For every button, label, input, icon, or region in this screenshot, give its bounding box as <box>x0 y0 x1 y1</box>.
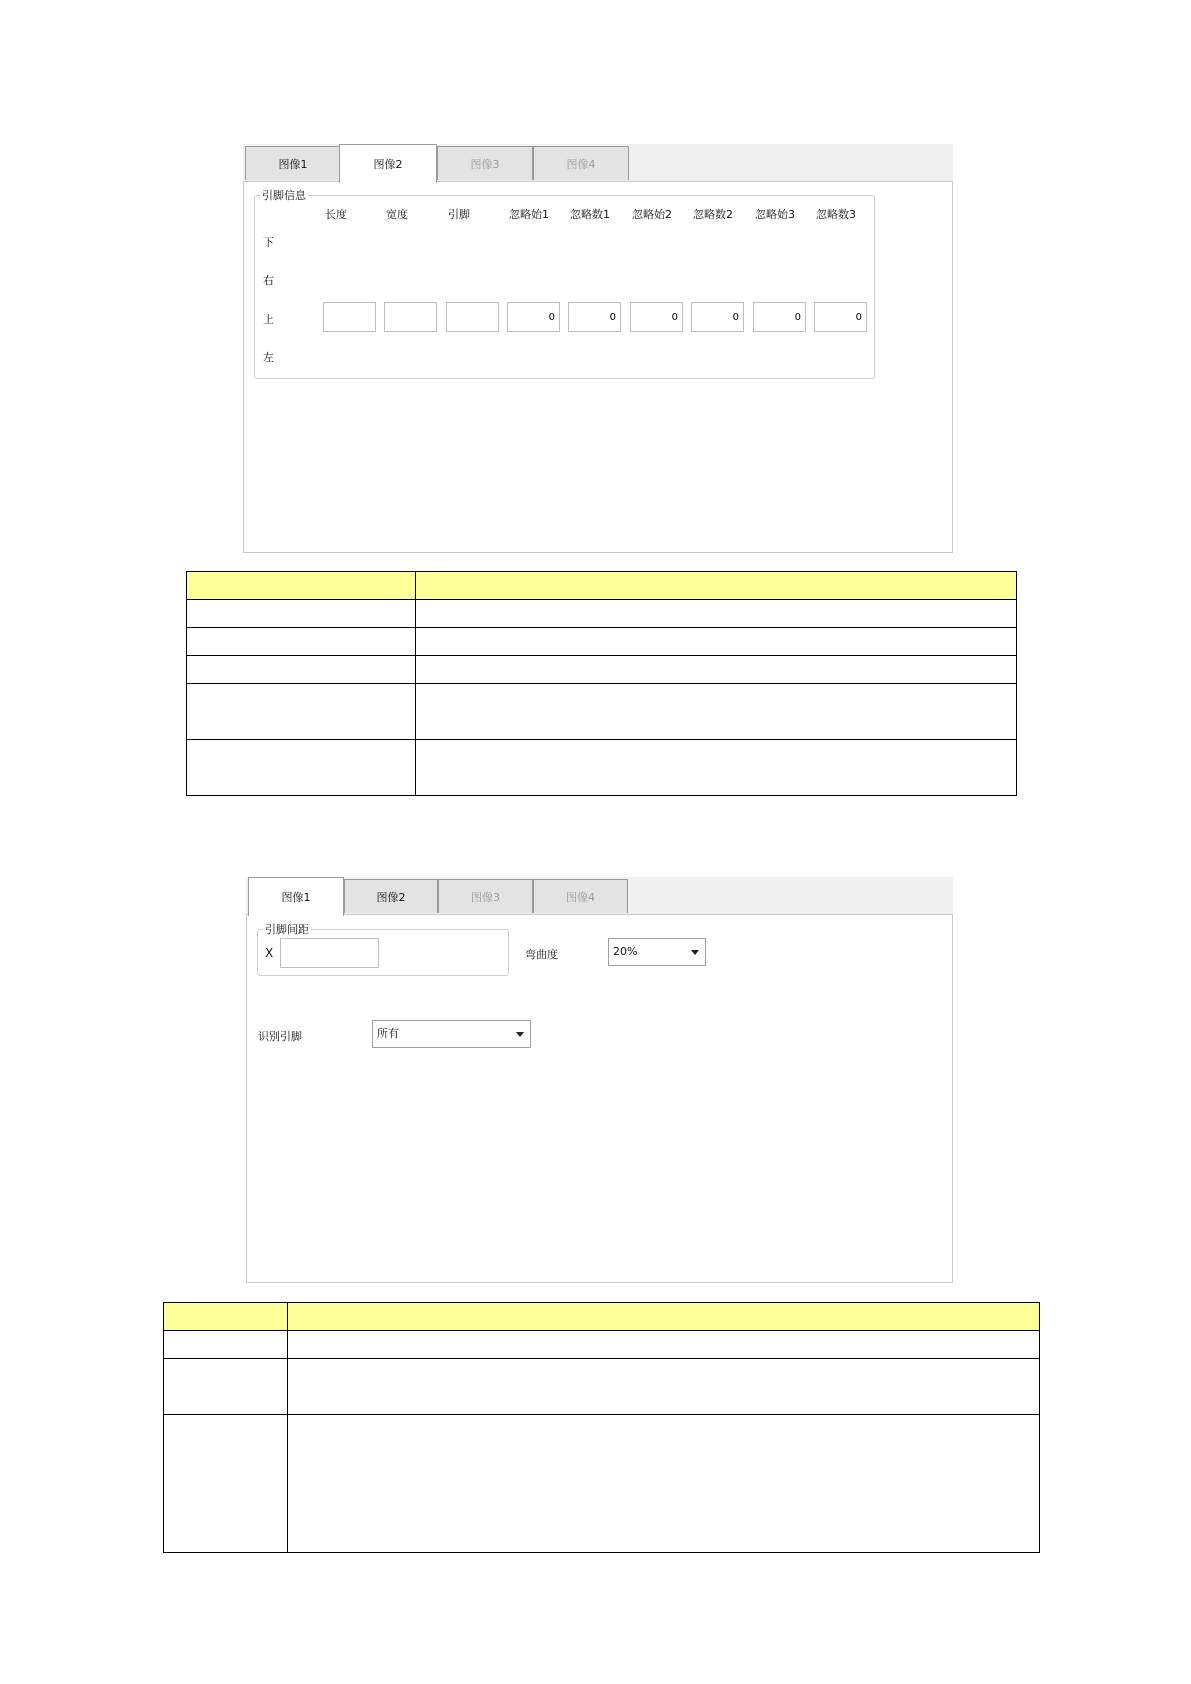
row-label-top: 上 <box>263 313 274 326</box>
table-cell <box>187 684 416 740</box>
column-header-pin: 引脚 <box>448 208 470 221</box>
table-row <box>187 740 1017 796</box>
table-header-row <box>187 572 1017 600</box>
description-table-1 <box>186 571 1017 796</box>
top-ignore-start-1-input[interactable] <box>507 302 560 332</box>
tab-image-1[interactable]: 图像1 <box>248 877 344 916</box>
table-cell <box>288 1415 1040 1553</box>
table-cell <box>164 1359 288 1415</box>
top-ignore-count-1-input[interactable] <box>568 302 621 332</box>
curvature-value: 20% <box>613 945 638 958</box>
description-table-2 <box>163 1302 1040 1553</box>
tab-bar <box>246 877 953 915</box>
tab-content <box>246 914 953 1283</box>
header-cell <box>288 1303 1040 1331</box>
curvature-select[interactable] <box>608 938 706 966</box>
top-ignore-start-2-input[interactable] <box>630 302 683 332</box>
curvature-label: 弯曲度 <box>525 948 558 961</box>
table-row <box>164 1415 1040 1553</box>
table-cell <box>288 1331 1040 1359</box>
tab-content <box>243 181 953 553</box>
top-ignore-count-2-input[interactable] <box>691 302 744 332</box>
header-cell <box>187 572 416 600</box>
column-header-ignore-count-2: 忽略数2 <box>693 208 733 221</box>
row-label-left: 左 <box>263 351 274 364</box>
table-header-row <box>164 1303 1040 1331</box>
table-cell <box>416 740 1017 796</box>
group-title: 引脚信息 <box>262 189 306 202</box>
column-header-ignore-count-1: 忽略数1 <box>570 208 610 221</box>
identify-pins-label: 识别引脚 <box>258 1030 302 1043</box>
tab-image-2[interactable]: 图像2 <box>339 144 437 183</box>
table-cell <box>187 600 416 628</box>
column-header-ignore-start-3: 忽略始3 <box>755 208 795 221</box>
group-title: 引脚间距 <box>265 923 309 936</box>
table-row <box>187 656 1017 684</box>
x-pitch-input[interactable] <box>280 938 379 968</box>
pin-info-group <box>254 189 875 379</box>
chevron-down-icon <box>516 1032 524 1037</box>
top-width-input[interactable] <box>384 302 437 332</box>
tab-image-2[interactable]: 图像2 <box>344 879 438 913</box>
top-pin-input[interactable] <box>446 302 499 332</box>
column-header-ignore-start-1: 忽略始1 <box>509 208 549 221</box>
table-cell <box>187 740 416 796</box>
table-cell <box>416 656 1017 684</box>
top-ignore-start-3-input[interactable] <box>753 302 806 332</box>
row-label-right: 右 <box>263 274 274 287</box>
top-ignore-count-3-input[interactable] <box>814 302 867 332</box>
top-length-input[interactable] <box>323 302 376 332</box>
table-cell <box>187 628 416 656</box>
tab-image-1[interactable]: 图像1 <box>245 146 341 180</box>
x-label: X <box>265 946 274 960</box>
table-row <box>164 1359 1040 1415</box>
tab-image-4[interactable]: 图像4 <box>533 146 629 180</box>
header-cell <box>416 572 1017 600</box>
table-row <box>187 600 1017 628</box>
column-header-ignore-count-3: 忽略数3 <box>816 208 856 221</box>
pin-info-dialog <box>243 144 953 553</box>
column-header-ignore-start-2: 忽略始2 <box>632 208 672 221</box>
table-row <box>164 1331 1040 1359</box>
identify-pins-value: 所有 <box>377 1027 399 1040</box>
table-cell <box>416 684 1017 740</box>
table-cell <box>164 1331 288 1359</box>
table-cell <box>416 600 1017 628</box>
chevron-down-icon <box>691 950 699 955</box>
table-cell <box>288 1359 1040 1415</box>
table-cell <box>187 656 416 684</box>
row-label-bottom: 下 <box>263 236 274 249</box>
table-cell <box>164 1415 288 1553</box>
table-row <box>187 628 1017 656</box>
tab-image-3[interactable]: 图像3 <box>438 879 533 913</box>
tab-image-4[interactable]: 图像4 <box>533 879 628 913</box>
pin-pitch-dialog <box>246 877 953 1283</box>
tab-bar <box>243 144 953 182</box>
table-row <box>187 684 1017 740</box>
tab-image-3[interactable]: 图像3 <box>437 146 533 180</box>
table-cell <box>416 628 1017 656</box>
header-cell <box>164 1303 288 1331</box>
identify-pins-select[interactable] <box>372 1020 531 1048</box>
column-header-width: 宽度 <box>386 208 408 221</box>
column-header-length: 长度 <box>325 208 347 221</box>
